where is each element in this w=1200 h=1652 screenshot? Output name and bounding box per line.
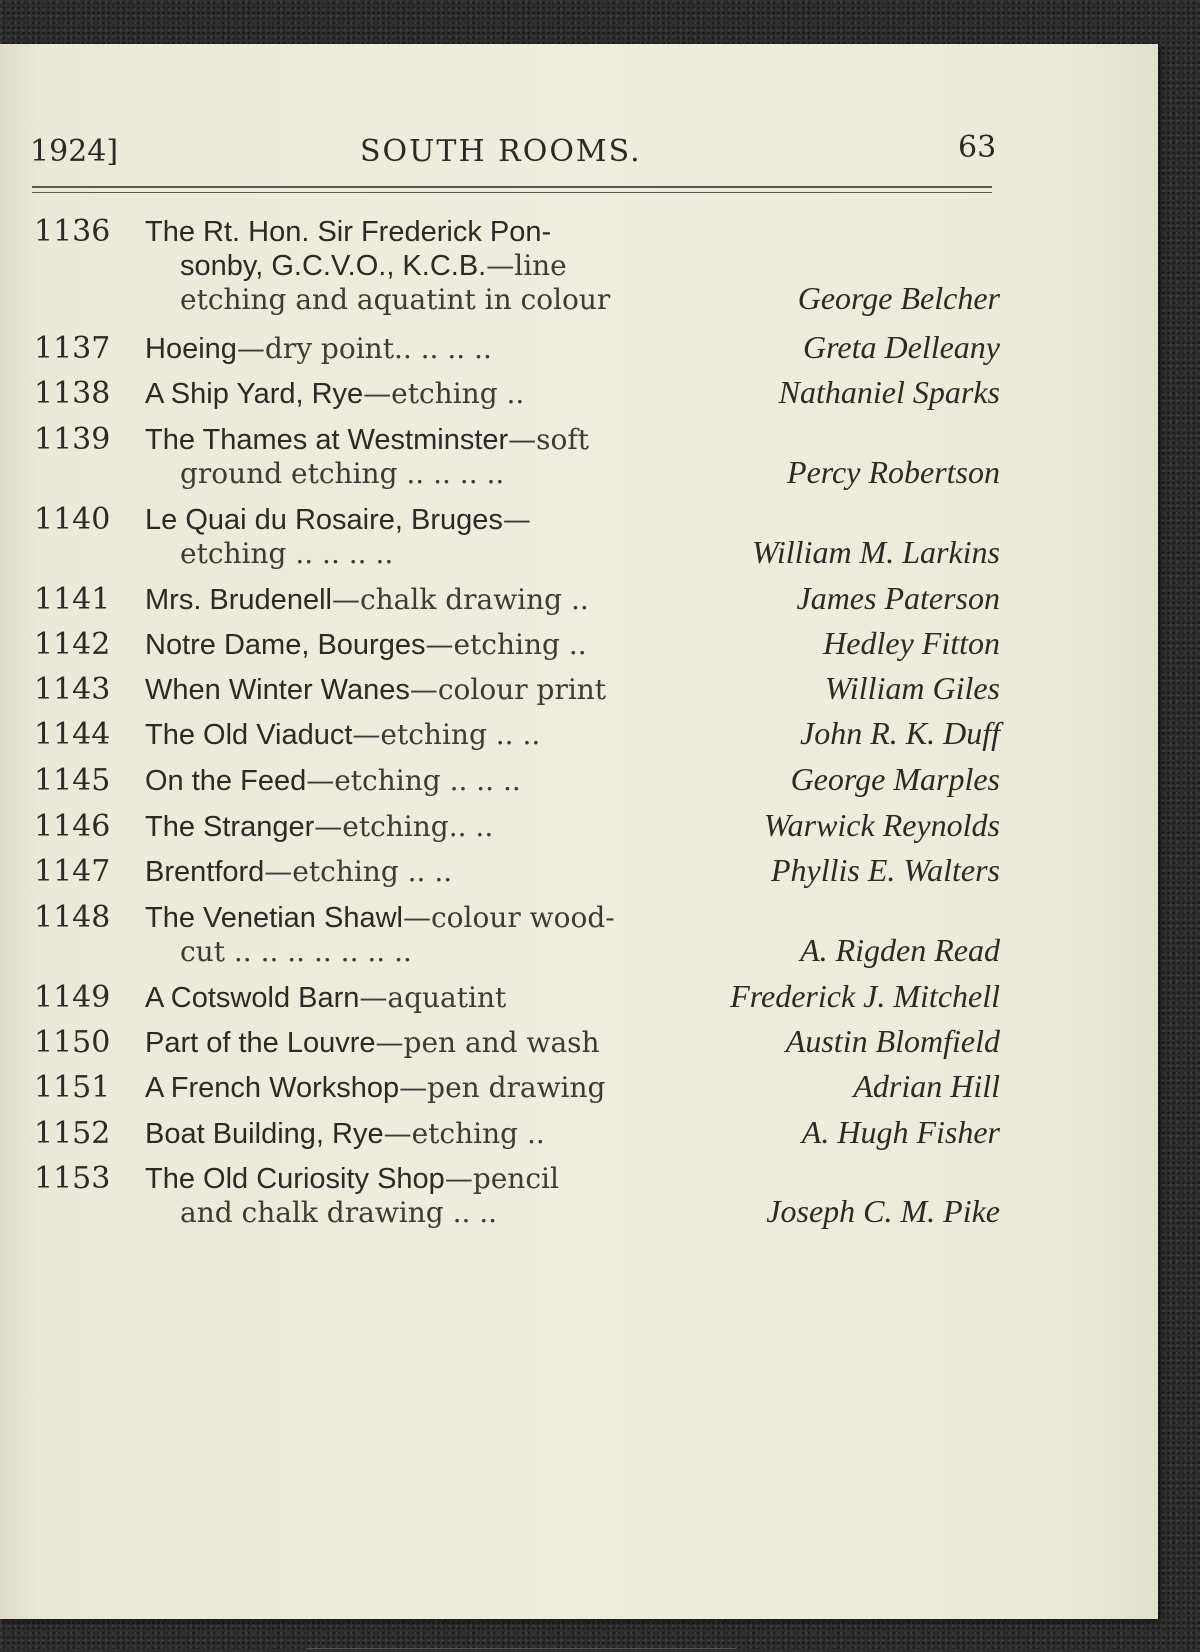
entry-line xyxy=(145,763,521,798)
entry-line xyxy=(145,502,531,537)
entry-medium: —etching .. .. .. xyxy=(306,764,521,797)
entry-medium: —dry point.. .. .. .. xyxy=(236,332,492,365)
entry-artist: Austin Blomfield xyxy=(785,1023,1000,1059)
entry-line xyxy=(145,627,587,662)
entry-artist: Joseph C. M. Pike xyxy=(766,1193,1000,1229)
entry-medium: ground etching .. .. .. .. xyxy=(180,457,505,490)
entry-line xyxy=(145,672,606,707)
page-header xyxy=(0,130,1158,184)
entry-number: 1150 xyxy=(34,1025,111,1060)
entry-line xyxy=(145,422,589,457)
entry-line xyxy=(180,456,504,490)
entry-line xyxy=(180,536,393,570)
entry-number: 1137 xyxy=(34,331,111,366)
entry-number: 1148 xyxy=(34,900,111,935)
header-year: 1924] xyxy=(30,134,119,169)
header-title: SOUTH ROOMS. xyxy=(360,134,642,169)
entry-artist: A. Hugh Fisher xyxy=(801,1114,1000,1150)
entry-line xyxy=(145,376,524,411)
entry-title: sonby, G.C.V.O., K.C.B. xyxy=(180,250,487,282)
end-rule xyxy=(306,1648,736,1649)
entry-artist: A. Rigden Read xyxy=(800,932,1000,968)
entry-artist: Percy Robertson xyxy=(787,454,1000,490)
entry-line xyxy=(145,1116,545,1151)
entry-artist: William M. Larkins xyxy=(751,534,1000,570)
entry-title: When Winter Wanes xyxy=(145,674,410,706)
entry-number: 1142 xyxy=(34,627,111,662)
entry-medium: —soft xyxy=(508,423,590,456)
entry-line xyxy=(145,717,540,752)
entry-medium: —etching .. .. xyxy=(264,855,453,888)
page-number: 63 xyxy=(958,130,997,165)
entry-number: 1140 xyxy=(34,502,111,537)
entry-medium: —etching .. xyxy=(383,1117,545,1150)
entry-number: 1139 xyxy=(34,422,111,457)
entry-number: 1141 xyxy=(34,582,111,617)
entry-medium: and chalk drawing .. .. xyxy=(180,1196,498,1229)
entry-medium: — xyxy=(502,503,531,536)
entry-artist: George Belcher xyxy=(797,280,1000,316)
entry-number: 1138 xyxy=(34,376,111,411)
header-rule xyxy=(32,186,992,188)
entry-artist: James Paterson xyxy=(796,580,1000,616)
entry-artist: Phyllis E. Walters xyxy=(770,852,1000,888)
entry-title: Part of the Louvre xyxy=(145,1027,376,1059)
entry-medium: —pen drawing xyxy=(399,1071,606,1104)
entry-artist: John R. K. Duff xyxy=(800,715,1000,751)
entry-line xyxy=(145,582,589,617)
entry-medium: cut .. .. .. .. .. .. .. xyxy=(180,935,412,968)
entry-number: 1152 xyxy=(34,1116,111,1151)
entry-medium: —line xyxy=(486,249,567,282)
entry-number: 1144 xyxy=(34,717,111,752)
entry-medium: —colour wood- xyxy=(402,901,615,934)
entry-title: A French Workshop xyxy=(145,1072,400,1104)
entry-title: The Old Curiosity Shop xyxy=(145,1163,445,1195)
entry-number: 1151 xyxy=(34,1070,111,1105)
catalogue-page xyxy=(0,44,1158,1619)
entry-line xyxy=(180,248,567,283)
entry-artist: Warwick Reynolds xyxy=(763,807,1000,843)
entry-title: The Thames at Westminster xyxy=(145,424,509,456)
entry-medium: —etching .. xyxy=(363,377,525,410)
header-rule-thin xyxy=(32,192,992,193)
entry-title: The Rt. Hon. Sir Frederick Pon- xyxy=(145,216,552,248)
entry-line xyxy=(145,980,506,1015)
entry-title: Boat Building, Rye xyxy=(145,1118,384,1150)
entry-line xyxy=(145,854,452,889)
entry-line xyxy=(145,1070,605,1105)
entry-title: A Cotswold Barn xyxy=(145,982,360,1014)
entry-title: The Stranger xyxy=(145,811,315,843)
entry-title: On the Feed xyxy=(145,765,307,797)
entry-number: 1149 xyxy=(34,980,111,1015)
entry-title: Brentford xyxy=(145,856,265,888)
entry-artist: Nathaniel Sparks xyxy=(778,374,1000,410)
entry-medium: —colour print xyxy=(409,673,607,706)
entry-line xyxy=(145,809,493,844)
entry-line xyxy=(180,1195,497,1229)
entry-title: The Venetian Shawl xyxy=(145,902,403,934)
entry-line xyxy=(145,331,492,366)
entry-number: 1146 xyxy=(34,809,111,844)
entry-title: Hoeing xyxy=(145,333,237,365)
entry-medium: etching .. .. .. .. xyxy=(180,537,394,570)
entry-medium: —chalk drawing .. xyxy=(331,583,589,616)
entry-title: Mrs. Brudenell xyxy=(145,584,332,616)
entry-medium: —etching .. .. xyxy=(352,718,541,751)
entry-number: 1147 xyxy=(34,854,111,889)
entry-medium: —etching .. xyxy=(425,628,587,661)
entry-title: A Ship Yard, Rye xyxy=(145,378,364,410)
entry-line xyxy=(145,214,551,249)
entry-line xyxy=(180,934,412,968)
entry-number: 1143 xyxy=(34,672,111,707)
entry-line xyxy=(180,282,610,316)
entry-line xyxy=(145,900,615,935)
entry-number: 1153 xyxy=(34,1161,111,1196)
entry-number: 1145 xyxy=(34,763,111,798)
entry-artist: William Giles xyxy=(824,670,1000,706)
entry-medium: —pencil xyxy=(444,1162,559,1195)
entry-title: Notre Dame, Bourges xyxy=(145,629,426,661)
entry-line xyxy=(145,1025,600,1060)
entry-artist: Hedley Fitton xyxy=(823,625,1000,661)
entry-line xyxy=(145,1161,559,1196)
entry-medium: —etching.. .. xyxy=(314,810,494,843)
entry-number: 1136 xyxy=(34,214,111,249)
entry-artist: Frederick J. Mitchell xyxy=(730,978,1000,1014)
entry-medium: etching and aquatint in colour xyxy=(180,283,611,316)
entry-title: The Old Viaduct xyxy=(145,719,353,751)
entry-artist: Greta Delleany xyxy=(803,329,1000,365)
entry-medium: —pen and wash xyxy=(375,1026,600,1059)
entry-artist: Adrian Hill xyxy=(853,1068,1000,1104)
entry-title: Le Quai du Rosaire, Bruges xyxy=(145,504,503,536)
entry-medium: —aquatint xyxy=(359,981,507,1014)
entry-artist: George Marples xyxy=(790,761,1000,797)
